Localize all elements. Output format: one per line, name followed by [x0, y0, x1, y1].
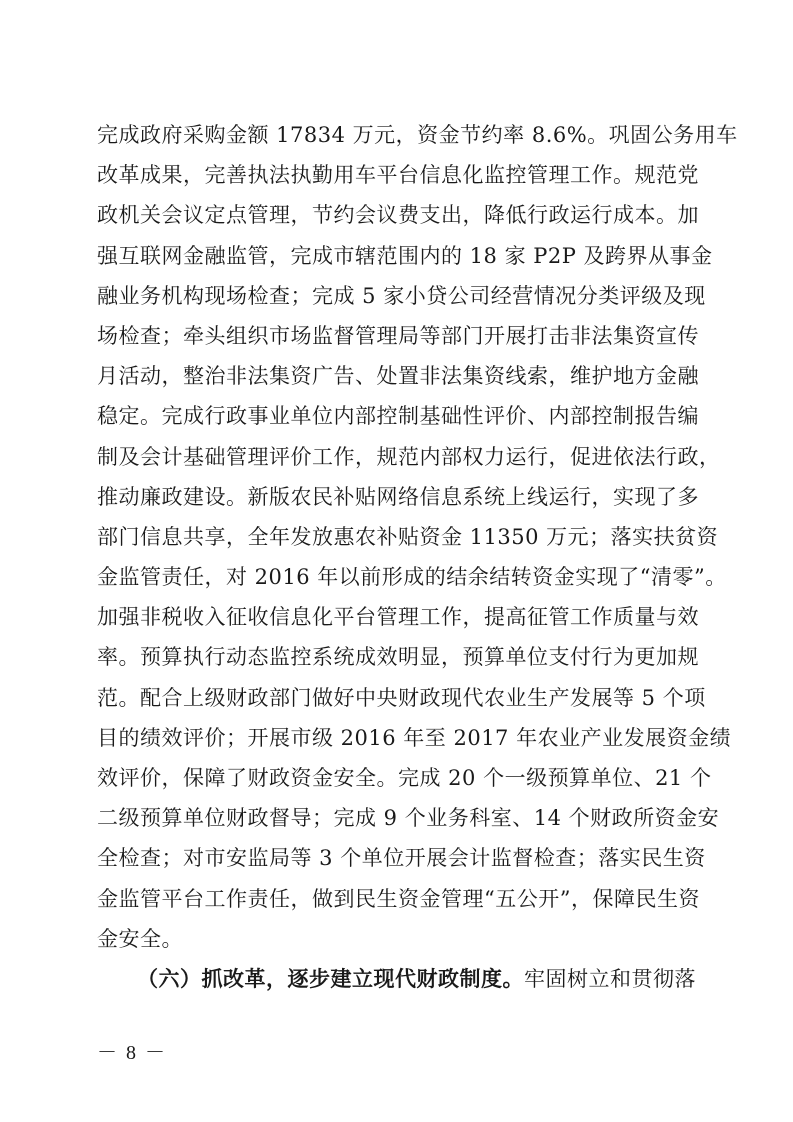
text-line-19: 全检查；对市安监局等 3 个单位开展会计监督检查；落实民生资	[97, 846, 706, 871]
text-line-12: 金监管责任，对 2016 年以前形成的结余结转资金实现了“清零”。	[97, 565, 727, 590]
text-line-10: 推动廉政建设。新版农民补贴网络信息系统上线运行，实现了多	[97, 484, 699, 509]
text-line-15: 范。配合上级财政部门做好中央财政现代农业生产发展等 5 个项	[97, 685, 706, 710]
text-line-9: 制及会计基础管理评价工作，规范内部权力运行，促进依法行政，	[97, 444, 721, 469]
section-heading: （六）抓改革，逐步建立现代财政制度。	[137, 966, 524, 991]
text-line-3: 政机关会议定点管理，节约会议费支出，降低行政运行成本。加	[97, 203, 699, 228]
text-line-8: 稳定。完成行政事业单位内部控制基础性评价、内部控制报告编	[97, 404, 699, 429]
text-line-5: 融业务机构现场检查；完成 5 家小贷公司经营情况分类评级及现	[97, 283, 706, 308]
text-line-20: 金监管平台工作责任，做到民生资金管理“五公开”，保障民生资	[97, 886, 700, 911]
page-number: － 8 －	[97, 1042, 167, 1064]
text-line-7: 月活动，整治非法集资广告、处置非法集资线索，维护地方金融	[97, 364, 699, 389]
text-line-14: 率。预算执行动态监控系统成效明显，预算单位支付行为更加规	[97, 645, 699, 670]
text-line-1: 完成政府采购金额 17834 万元，资金节约率 8.6%。巩固公务用车	[97, 123, 738, 147]
text-line-6: 场检查；牵头组织市场监督管理局等部门开展打击非法集资宣传	[97, 323, 699, 348]
text-line-21: 金安全。	[97, 926, 183, 951]
text-line-16: 目的绩效评价；开展市级 2016 年至 2017 年农业产业发展资金绩	[97, 725, 732, 750]
text-line-17: 效评价，保障了财政资金安全。完成 20 个一级预算单位、21 个	[97, 766, 712, 790]
text-line-4: 强互联网金融监管，完成市辖范围内的 18 家 P2P 及跨界从事金	[97, 243, 713, 268]
section-continuation: 牢固树立和贯彻落	[524, 966, 696, 991]
text-line-11: 部门信息共享，全年发放惠农补贴资金 11350 万元；落实扶贫资	[97, 524, 719, 549]
text-line-2: 改革成果，完善执法执勤用车平台信息化监控管理工作。规范党	[97, 163, 699, 188]
text-line-13: 加强非税收入征收信息化平台管理工作，提高征管工作质量与效	[97, 605, 699, 630]
text-line-18: 二级预算单位财政督导；完成 9 个业务科室、14 个财政所资金安	[97, 806, 720, 831]
body-text	[97, 115, 738, 999]
section-paragraph	[97, 959, 697, 999]
